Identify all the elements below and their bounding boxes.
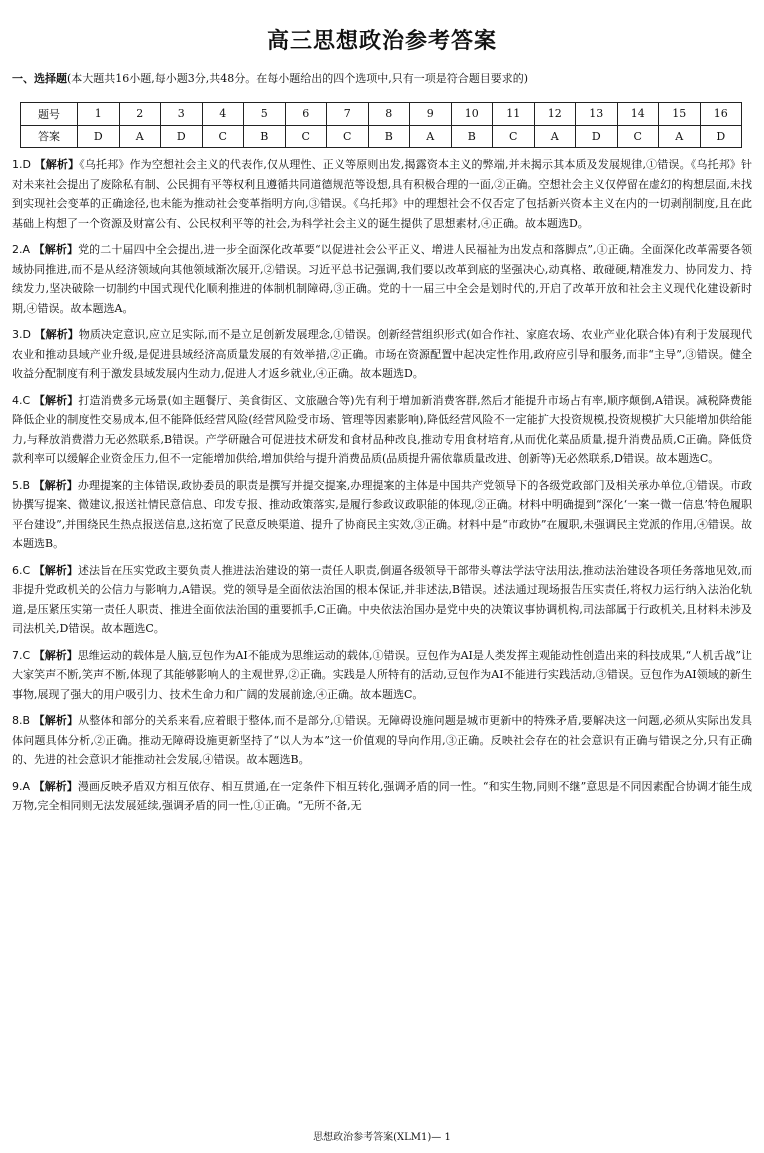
explanation-text: 《乌托邦》作为空想社会主义的代表作,仅从理性、正义等原则出发,揭露资本主义的弊端,并未揭示其本质及发展规律,①错误。《乌托邦》针对未来社会提出了废除私有制、公民拥有平等权利且遵循共同道德规范等设想,具有积极合理的一面,②正确。空想社会主义仅停留在虚幻的构想层面,未找到实现社会变革的正确途径,也未能为推动社会变革指明方向,③错误。《乌托邦》中的理想社会不仅否定了包括新兴资本主义在内的一切剥削制度,且在此基础上构想了一个资源及财富公有、公民权利平等的社会,为科学社会主义的诞生提供了思想素材,④正确。故本题选D。 bbox=[12, 158, 753, 230]
answer-cell: D bbox=[700, 125, 742, 148]
explanation-text: 漫画反映矛盾双方相互依存、相互贯通,在一定条件下相互转化,强调矛盾的同一性。“和实生物,同则不继”意思是不同因素配合协调才能生成万物,完全相同则无法发展延续,强调矛盾的同一性,①正确。“无所不备,无 bbox=[12, 779, 753, 812]
question-number-cell: 3 bbox=[161, 103, 203, 126]
item-number: 3.D bbox=[12, 328, 31, 341]
analysis-tag: 【解析】 bbox=[33, 779, 78, 793]
analysis-tag: 【解析】 bbox=[34, 158, 80, 171]
explanation-item bbox=[12, 155, 752, 233]
question-number-cell: 12 bbox=[534, 103, 576, 126]
explanation-text: 述法旨在压实党政主要负责人推进法治建设的第一责任人职责,倒逼各级领导干部带头尊法学法守法用法,推动法治建设各项任务落地见效,而非提升党政机关的公信力与影响力,A错误。党的领导是全面依法治国的根本保证,并非述法,B错误。述法通过现场报告压实责任,将权力运行纳入法治化轨道,是压紧压实第一责任人职责、推进全面依法治国的重要抓手,C正确。中央依法治国办是党中央的决策议事协调机构,司法部属于行政机关,且材料未涉及司法机关,D错误。故本题选C。 bbox=[12, 563, 752, 635]
explanation-item bbox=[12, 476, 752, 554]
item-number: 2.A bbox=[12, 243, 31, 256]
question-number-cell: 8 bbox=[368, 103, 410, 126]
answer-row bbox=[21, 125, 742, 148]
explanation-item bbox=[12, 240, 752, 318]
answer-cell: A bbox=[659, 125, 701, 148]
page-title: 高三思想政治参考答案 bbox=[266, 29, 497, 54]
explanation-item bbox=[12, 711, 752, 770]
answer-cell: C bbox=[493, 125, 535, 148]
explanation-item bbox=[12, 777, 752, 816]
answer-cell: D bbox=[576, 125, 618, 148]
row-label-answer: 答案 bbox=[21, 125, 78, 148]
explanation-item bbox=[12, 391, 752, 469]
answer-cell: C bbox=[285, 125, 327, 148]
question-number-cell: 4 bbox=[202, 103, 244, 126]
explanation-item bbox=[12, 325, 752, 384]
explanation-text: 物质决定意识,应立足实际,而不是立足创新发展理念,①错误。创新经营组织形式(如合作社、家庭农场、农业产业化联合体)有利于发展现代农业和推动县域产业升级,是促进县域经济高质量发展的有效举措,②正确。市场在资源配置中起决定性作用,政府应引导和服务,而非“主导”,③错误。健全收益分配制度有利于激发县域发展内生动力,促进人才返乡就业,④正确。故本题选D。 bbox=[12, 328, 752, 380]
analysis-tag: 【解析】 bbox=[33, 648, 78, 662]
answer-cell: D bbox=[161, 125, 203, 148]
explanation-text: 党的二十届四中全会提出,进一步全面深化改革要“以促进社会公平正义、增进人民福祉为出发点和落脚点”,①正确。全面深化改革需要各领域协同推进,而不是从经济领域向其他领域渐次展开,②错误。习近平总书记强调,我们要以改革到底的坚强决心,动真格、敢碰硬,精准发力、协同发力、持续发力,坚决破除一切制约中国式现代化顺利推进的体制机制障碍,③正确。党的十一届三中全会是划时代的,开启了改革开放和社会主义现代化建设新时期,④错误。故本题选A。 bbox=[12, 243, 752, 315]
answer-cell: D bbox=[78, 125, 120, 148]
question-number-cell: 14 bbox=[617, 103, 659, 126]
item-number: 6.C bbox=[12, 563, 31, 577]
item-number: 4.C bbox=[12, 393, 31, 407]
section-description: (本大题共16小题,每小题3分,共48分。在每小题给出的四个选项中,只有一项是符合题目要求的) bbox=[67, 72, 529, 85]
section-heading bbox=[12, 72, 752, 86]
explanation-item bbox=[12, 646, 752, 705]
item-number: 5.B bbox=[12, 478, 31, 492]
answer-cell: A bbox=[410, 125, 452, 148]
analysis-tag: 【解析】 bbox=[33, 478, 78, 492]
page-footer: 思想政治参考答案(XLM1)— 1 bbox=[313, 1132, 451, 1143]
analysis-tag: 【解析】 bbox=[34, 328, 79, 341]
answer-cell: A bbox=[534, 125, 576, 148]
answer-cell: C bbox=[617, 125, 659, 148]
explanation-text: 从整体和部分的关系来看,应着眼于整体,而不是部分,①错误。无障碍设施问题是城市更新中的特殊矛盾,要解决这一问题,必须从实际出发具体问题具体分析,②正确。推动无障碍设施更新坚持了“以人为本”这一价值观的导向作用,③正确。反映社会存在的社会意识有正确与错误之分,只有正确的、先进的社会意识才能推动社会发展,④错误。故本题选B。 bbox=[12, 714, 753, 766]
analysis-tag: 【解析】 bbox=[33, 243, 79, 256]
answer-cell: B bbox=[451, 125, 493, 148]
question-number-cell: 10 bbox=[451, 103, 493, 126]
analysis-tag: 【解析】 bbox=[33, 563, 78, 577]
answer-cell: C bbox=[202, 125, 244, 148]
explanation-text: 打造消费多元场景(如主题餐厅、美食街区、文旅融合等)先有利于增加新消费客群,然后才能提升市场占有率,顺序颠倒,A错误。减税降费能降低企业的制度性交易成本,但不能降低经营风险(经营风险受市场、管理等因素影响),降低经营风险不一定能扩大投资规模,投资规模扩大只能增加供给能力,与释放消费潜力无必然联系,B错误。产学研融合可促进技术研发和食材品种改良,推动专用食材培育,从而优化菜品质量,提升消费品质,C正确。降低贷款利率可以缓解企业资金压力,但不一定能增加供给,增加供给与提升消费品质(品质提升需依靠质量改进、创新等)无必然联系,D错误。故本题选C。 bbox=[12, 393, 753, 465]
question-number-cell: 7 bbox=[327, 103, 369, 126]
item-number: 7.C bbox=[12, 648, 31, 662]
question-number-cell: 5 bbox=[244, 103, 286, 126]
question-number-row bbox=[21, 103, 742, 126]
question-number-cell: 15 bbox=[659, 103, 701, 126]
question-number-cell: 13 bbox=[576, 103, 618, 126]
explanation-text: 办理提案的主体错误,政协委员的职责是撰写并提交提案,办理提案的主体是中国共产党领导下的各级党政部门及相关承办单位,①错误。市政协撰写提案、微建议,报送社情民意信息、印发专报、推动政策落实,是履行参政议政职能的体现,②正确。材料中明确提到“深化‘一案一微一信息’特色履职平台建设”,并围绕民生热点报送信息,这拓宽了民意反映渠道、提升了协商民主实效,③正确。材料中是“市政协”在履职,未强调民主党派的作用,④错误。故本题选B。 bbox=[12, 478, 753, 550]
row-label-number: 题号 bbox=[21, 103, 78, 126]
question-number-cell: 2 bbox=[119, 103, 161, 126]
answer-cell: B bbox=[368, 125, 410, 148]
answer-cell: C bbox=[327, 125, 369, 148]
explanation-item bbox=[12, 561, 752, 639]
question-number-cell: 6 bbox=[285, 103, 327, 126]
question-number-cell: 1 bbox=[78, 103, 120, 126]
item-number: 8.B bbox=[12, 714, 31, 727]
question-number-cell: 16 bbox=[700, 103, 742, 126]
question-number-cell: 9 bbox=[410, 103, 452, 126]
answer-cell: A bbox=[119, 125, 161, 148]
question-number-cell: 11 bbox=[493, 103, 535, 126]
item-number: 9.A bbox=[12, 779, 31, 793]
answer-table bbox=[20, 102, 742, 148]
item-number: 1.D bbox=[12, 158, 31, 171]
explanation-text: 思维运动的载体是人脑,豆包作为AI不能成为思维运动的载体,①错误。豆包作为AI是人类发挥主观能动性创造出来的科技成果,“人机舌战”让大家笑声不断,笑声不断,体现了其能够影响人的主观世界,②正确。实践是人所特有的活动,豆包作为AI不能进行实践活动,③错误。豆包作为AI领域的新生事物,展现了强大的用户吸引力、技术生命力和广阔的发展前途,④正确。故本题选C。 bbox=[12, 648, 753, 701]
analysis-tag: 【解析】 bbox=[33, 714, 79, 727]
answer-cell: B bbox=[244, 125, 286, 148]
explanations-list bbox=[12, 155, 752, 823]
analysis-tag: 【解析】 bbox=[33, 393, 79, 407]
section-title: 一、选择题 bbox=[12, 72, 67, 85]
